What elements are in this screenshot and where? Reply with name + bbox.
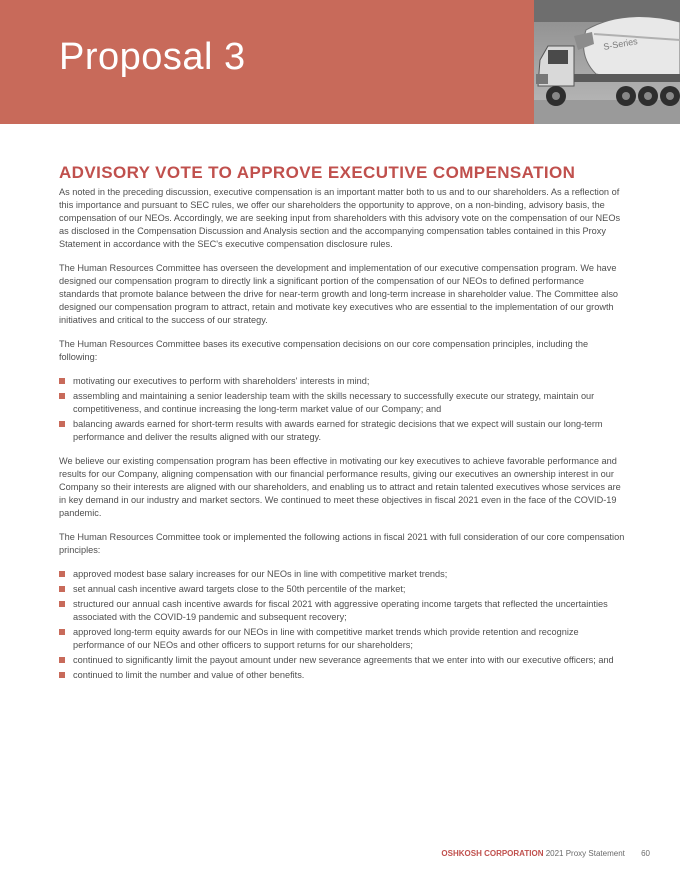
square-bullet-icon bbox=[59, 601, 65, 607]
square-bullet-icon bbox=[59, 393, 65, 399]
list-item: structured our annual cash incentive awards for fiscal 2021 with aggressive operating income targets that reflected the uncertainties associated with the COVID-19 pandemic and subsequent recovery; bbox=[59, 598, 625, 624]
list-item: balancing awards earned for short-term results with awards earned for strategic decisions that we expect will sustain our long-term performance and deliver the results aligned with our strategy. bbox=[59, 418, 625, 444]
footer-document: 2021 Proxy Statement bbox=[545, 849, 625, 858]
list-item: motivating our executives to perform with shareholders' interests in mind; bbox=[59, 375, 625, 388]
paragraph-effectiveness: We believe our existing compensation program has been effective in motivating our key executives to achieve favorable performance and results for our Company, aligning compensation with our financial performance results, giving our executives an ownership interest in our Company so their interests are aligned with our shareholders, and enabling us to attract and retain talented executives whose services are in key demand in our industry and market sectors. We continued to meet these objectives in fiscal 2021 even in the face of the COVID-19 pandemic. bbox=[59, 456, 621, 518]
square-bullet-icon bbox=[59, 586, 65, 592]
header-banner bbox=[0, 0, 534, 124]
square-bullet-icon bbox=[59, 421, 65, 427]
page-title: Proposal 3 bbox=[59, 36, 246, 78]
square-bullet-icon bbox=[59, 629, 65, 635]
square-bullet-icon bbox=[59, 571, 65, 577]
paragraph-actions-intro: The Human Resources Committee took or implemented the following actions in fiscal 2021 with full consideration of our core compensation principles: bbox=[59, 532, 625, 555]
page-footer bbox=[441, 849, 650, 858]
square-bullet-icon bbox=[59, 378, 65, 384]
paragraph-core-principles: The Human Resources Committee bases its executive compensation decisions on our core compensation principles, including the following: bbox=[59, 339, 589, 362]
footer-company: OSHKOSH CORPORATION bbox=[441, 849, 544, 858]
list-item: assembling and maintaining a senior leadership team with the skills necessary to successfully execute our strategy, maintain our competitiveness, and continue increasing the long-term market value of our Company; and bbox=[59, 390, 625, 416]
list-item: continued to limit the number and value of other benefits. bbox=[59, 669, 625, 682]
list-item: continued to significantly limit the payout amount under new severance agreements that we enter into with our executive officers; and bbox=[59, 654, 625, 667]
body-content bbox=[59, 186, 625, 693]
principles-list bbox=[59, 375, 625, 444]
truck-logo-text: S-Series bbox=[602, 36, 639, 52]
paragraph-intro: As noted in the preceding discussion, executive compensation is an important matter both to us and to our shareholders. As a reflection of this importance and pursuant to SEC rules, we offer our shareholders the opportunity to approve, on a non-binding, advisory basis, the compensation of our NEOs. Accordingly, we are seeking input from shareholders with this advisory vote on the compensation of our NEOs as disclosed in the Compensation Discussion and Analysis section and the accompanying compensation tables contained in this Proxy Statement in accordance with the SEC's executive compensation disclosure rules. bbox=[59, 187, 621, 249]
concrete-mixer-truck-photo bbox=[534, 0, 680, 124]
section-heading: ADVISORY VOTE TO APPROVE EXECUTIVE COMPENSATION bbox=[59, 163, 576, 182]
paragraph-committee-oversight: The Human Resources Committee has overseen the development and implementation of our executive compensation program. We have designed our compensation program to directly link a significant portion of the compensation of our NEOs to defined performance standards that promote balance between the drive for near-term growth and long-term increase in shareholder value. The Committee also designed our compensation program to attract, retain and motivate key executives who are essential to the implementation of our growth initiatives and critical to the success of our strategy. bbox=[59, 263, 619, 325]
list-item: set annual cash incentive award targets close to the 50th percentile of the market; bbox=[59, 583, 625, 596]
list-item: approved modest base salary increases for our NEOs in line with competitive market trends; bbox=[59, 568, 625, 581]
square-bullet-icon bbox=[59, 672, 65, 678]
square-bullet-icon bbox=[59, 657, 65, 663]
actions-list bbox=[59, 568, 625, 682]
page-number: 60 bbox=[641, 849, 650, 858]
list-item: approved long-term equity awards for our NEOs in line with competitive market trends which provide retention and recognize performance of our NEOs and other officers to support returns for our shareholders; bbox=[59, 626, 625, 652]
